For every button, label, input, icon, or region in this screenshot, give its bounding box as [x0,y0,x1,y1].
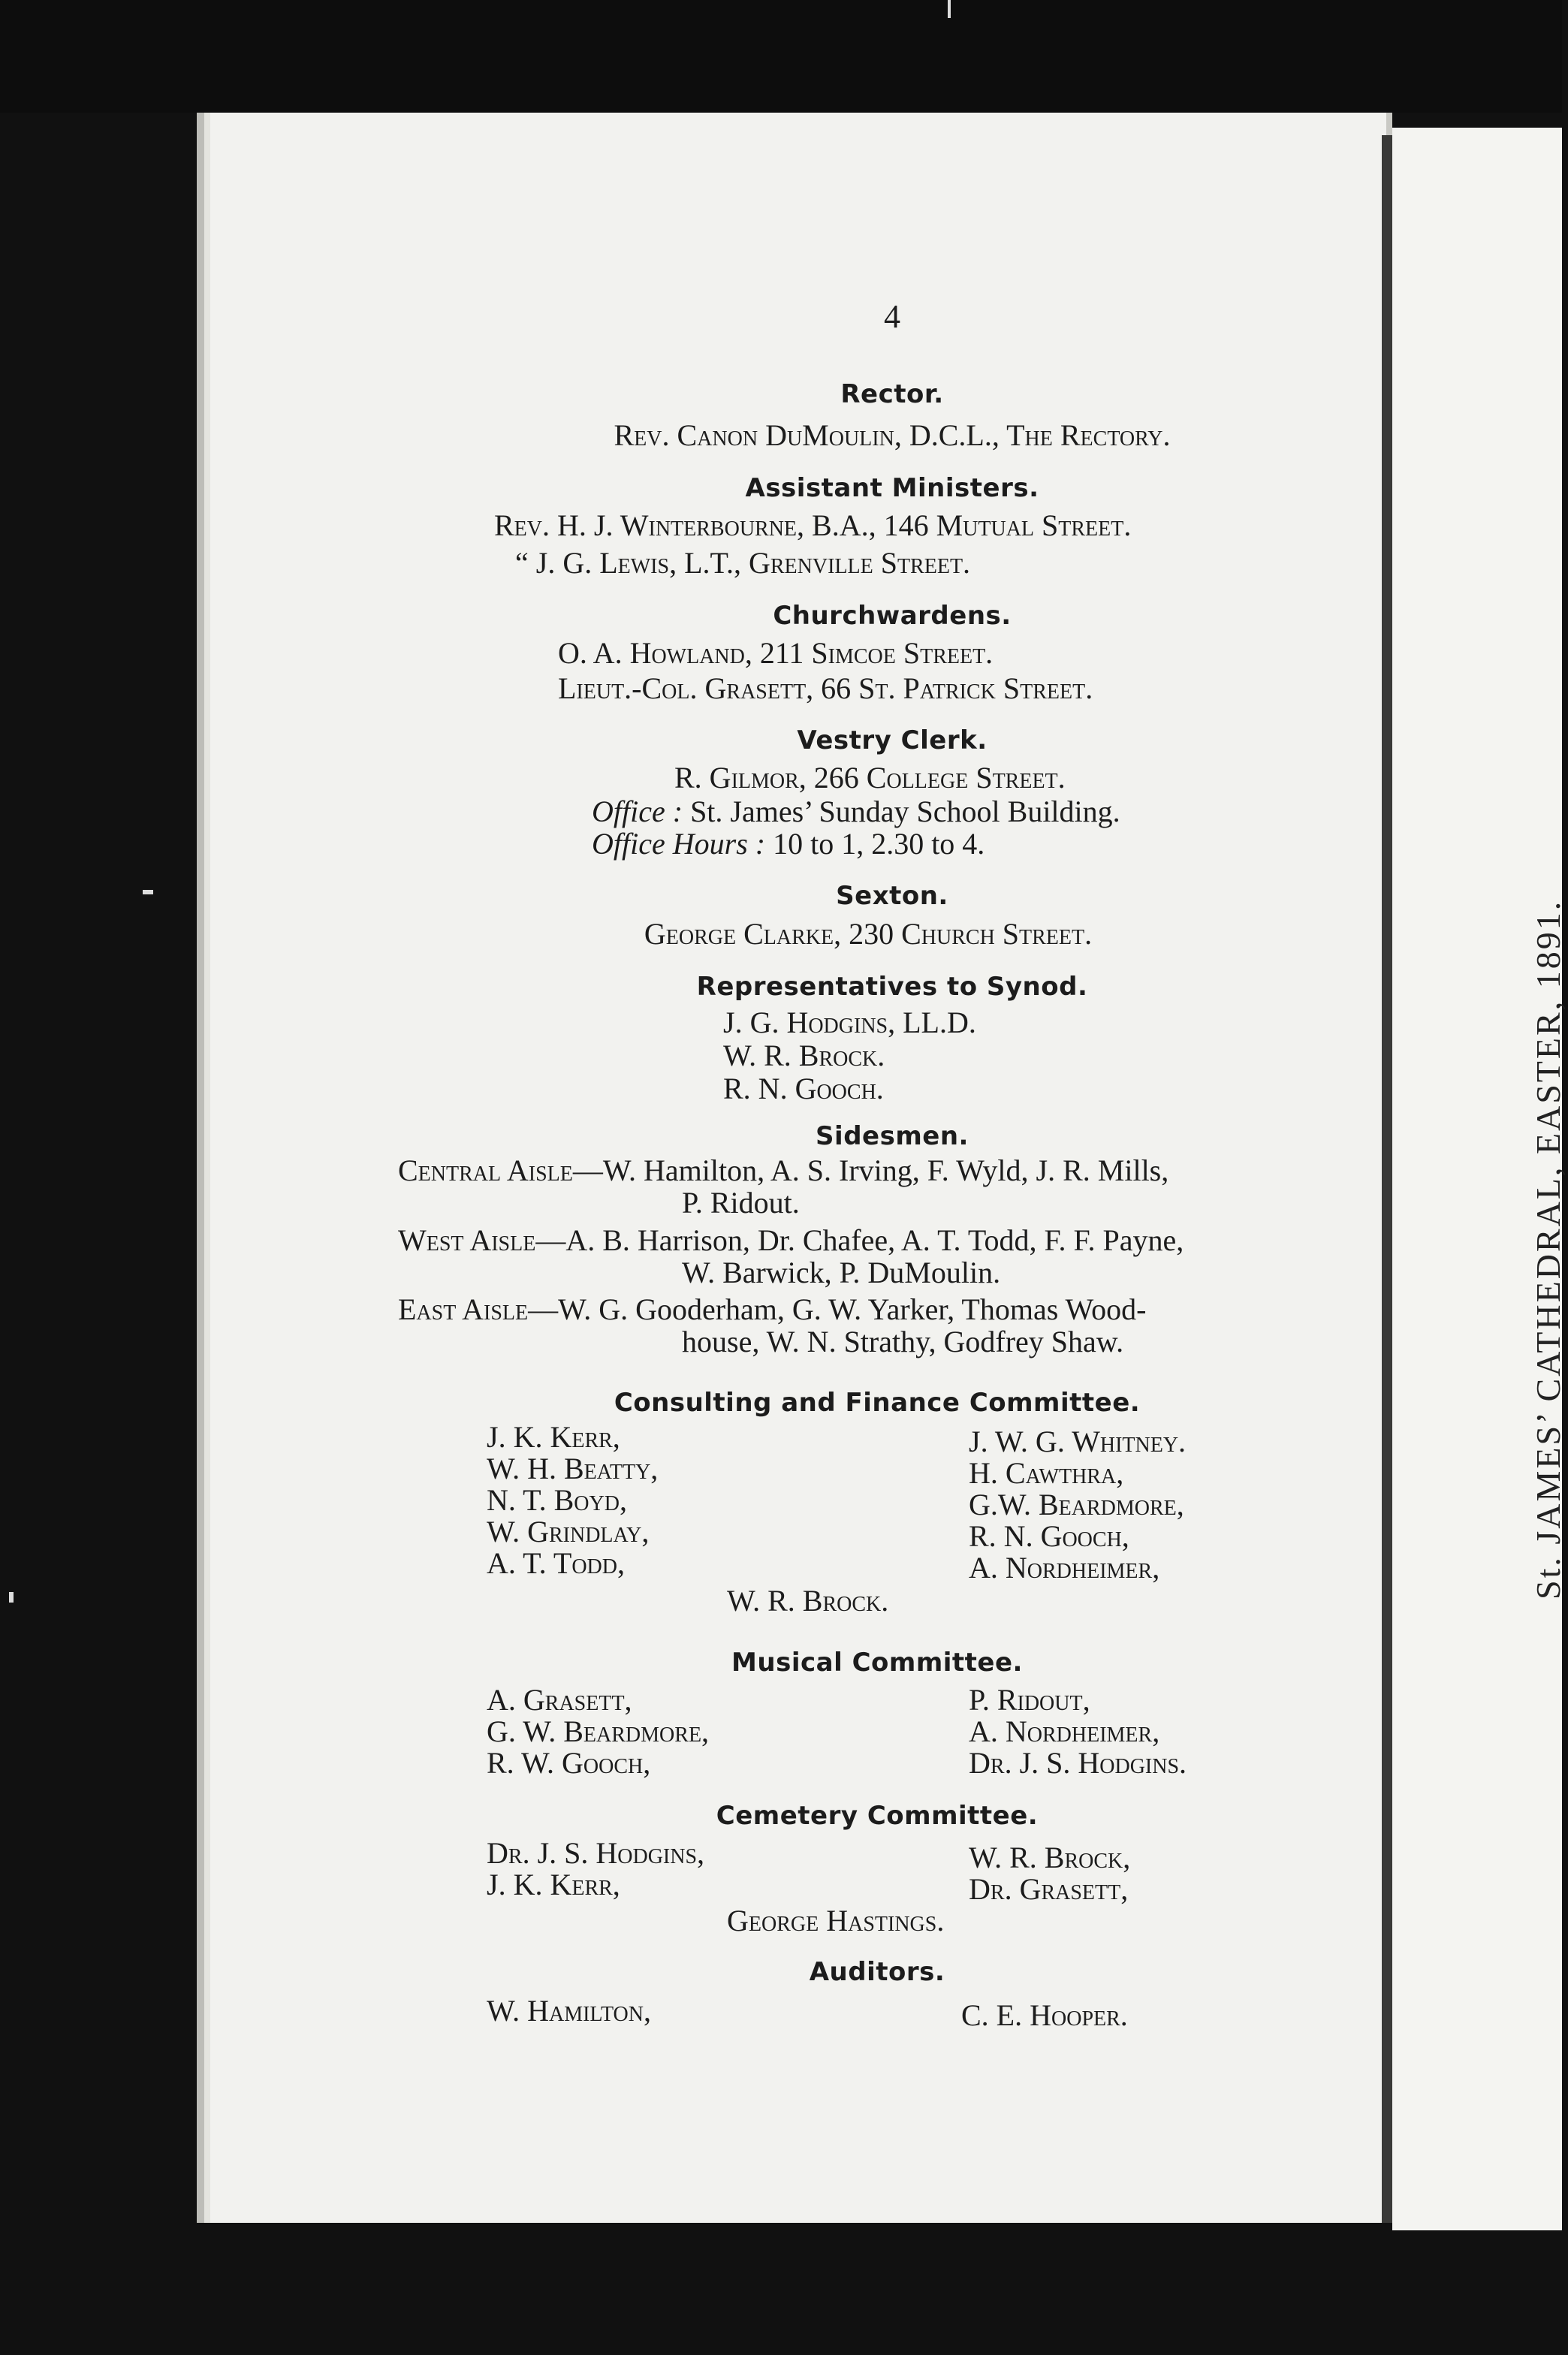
hours-label: Office Hours : [592,827,766,861]
cemetery-right-2: Dr. Grasett, [969,1872,1129,1906]
musical-right-3: Dr. J. S. Hodgins. [969,1746,1187,1780]
east-aisle-names: —W. G. Gooderham, G. W. Yarker, Thomas Wood- [528,1292,1147,1326]
west-aisle-names-cont: W. Barwick, P. DuMoulin. [682,1256,1001,1289]
vestry-clerk-heading: Vestry Clerk. [797,725,988,755]
scan-speck [143,890,153,894]
cemetery-right-1: W. R. Brock, [969,1841,1131,1874]
musical-left-3: R. W. Gooch, [487,1746,651,1780]
musical-right-2: A. Nordheimer, [969,1714,1160,1748]
east-aisle-names-cont: house, W. N. Strathy, Godfrey Shaw. [682,1325,1124,1358]
assistant-minister-line-2: “ J. G. Lewis, L.T., Grenville Street. [515,546,971,580]
rector-line: Rev. Canon DuMoulin, D.C.L., The Rectory. [614,418,1171,452]
musical-left-1: A. Grasett, [487,1683,632,1717]
west-aisle-names: —A. B. Harrison, Dr. Chafee, A. T. Todd, F. F. Payne, [535,1223,1184,1257]
consulting-right-4: R. N. Gooch, [969,1519,1129,1553]
page-number: 4 [884,298,900,335]
consulting-left-5: A. T. Todd, [487,1546,626,1580]
representatives-heading: Representatives to Synod. [696,972,1088,1002]
consulting-left-4: W. Grindlay, [487,1515,650,1548]
cemetery-heading: Cemetery Committee. [716,1801,1039,1831]
sexton-line: George Clarke, 230 Church Street. [644,917,1093,951]
churchwardens-heading: Churchwardens. [773,601,1012,631]
office-value: St. James’ Sunday School Building. [690,795,1120,828]
west-aisle-label: West Aisle [398,1223,536,1257]
scan-speck [948,0,951,18]
central-aisle-label: Central Aisle [398,1153,573,1187]
central-aisle-names: —W. Hamilton, A. S. Irving, F. Wyld, J. R. Mills, [572,1153,1169,1187]
consulting-left-1: J. K. Kerr, [487,1420,620,1454]
scan-speck [9,1592,14,1603]
sidesmen-central-row [398,1153,1168,1188]
representative-1: J. G. Hodgins, LL.D. [723,1006,976,1039]
churchwarden-line-1: O. A. Howland, 211 Simcoe Street. [558,636,994,670]
rector-heading: Rector. [840,379,944,409]
office-label: Office : [592,795,683,828]
cemetery-center: George Hastings. [727,1904,945,1937]
assistant-minister-line-1: Rev. H. J. Winterbourne, B.A., 146 Mutual Street. [494,508,1132,542]
musical-right-1: P. Ridout, [969,1683,1090,1717]
sidesmen-heading: Sidesmen. [816,1121,969,1151]
musical-left-2: G. W. Beardmore, [487,1714,710,1748]
assistant-ministers-heading: Assistant Ministers. [745,473,1039,503]
musical-heading: Musical Committee. [731,1648,1023,1678]
spine-title: St. JAMES’ CATHEDRAL, EASTER, 1891. [1529,899,1567,1600]
hours-value: 10 to 1, 2.30 to 4. [773,827,985,861]
representative-3: R. N. Gooch. [723,1072,884,1105]
vestry-clerk-hours [592,826,985,861]
representative-2: W. R. Brock. [723,1039,885,1072]
sidesmen-east-row [398,1292,1146,1327]
scan-background [0,0,1562,113]
auditors-heading: Auditors. [809,1957,945,1987]
consulting-left-2: W. H. Beatty, [487,1452,659,1485]
east-aisle-label: East Aisle [398,1292,529,1326]
cemetery-left-1: Dr. J. S. Hodgins, [487,1836,705,1870]
consulting-left-3: N. T. Boyd, [487,1483,627,1517]
consulting-center: W. R. Brock. [727,1584,889,1618]
consulting-heading: Consulting and Finance Committee. [614,1388,1141,1418]
auditor-right: C. E. Hooper. [961,1998,1128,2032]
cemetery-left-2: J. K. Kerr, [487,1868,620,1901]
churchwarden-line-2: Lieut.-Col. Grasett, 66 St. Patrick Street. [558,671,1093,705]
page-content [201,120,1374,2215]
auditor-left: W. Hamilton, [487,1994,651,2028]
consulting-right-5: A. Nordheimer, [969,1551,1160,1585]
vestry-clerk-office [592,794,1120,829]
sexton-heading: Sexton. [836,881,948,911]
consulting-right-3: G.W. Beardmore, [969,1488,1184,1521]
vestry-clerk-name: R. Gilmor, 266 College Street. [674,761,1066,795]
consulting-right-2: H. Cawthra, [969,1456,1124,1490]
sidesmen-west-row [398,1223,1184,1258]
central-aisle-names-cont: P. Ridout. [682,1186,800,1220]
consulting-right-1: J. W. G. Whitney. [969,1425,1187,1458]
